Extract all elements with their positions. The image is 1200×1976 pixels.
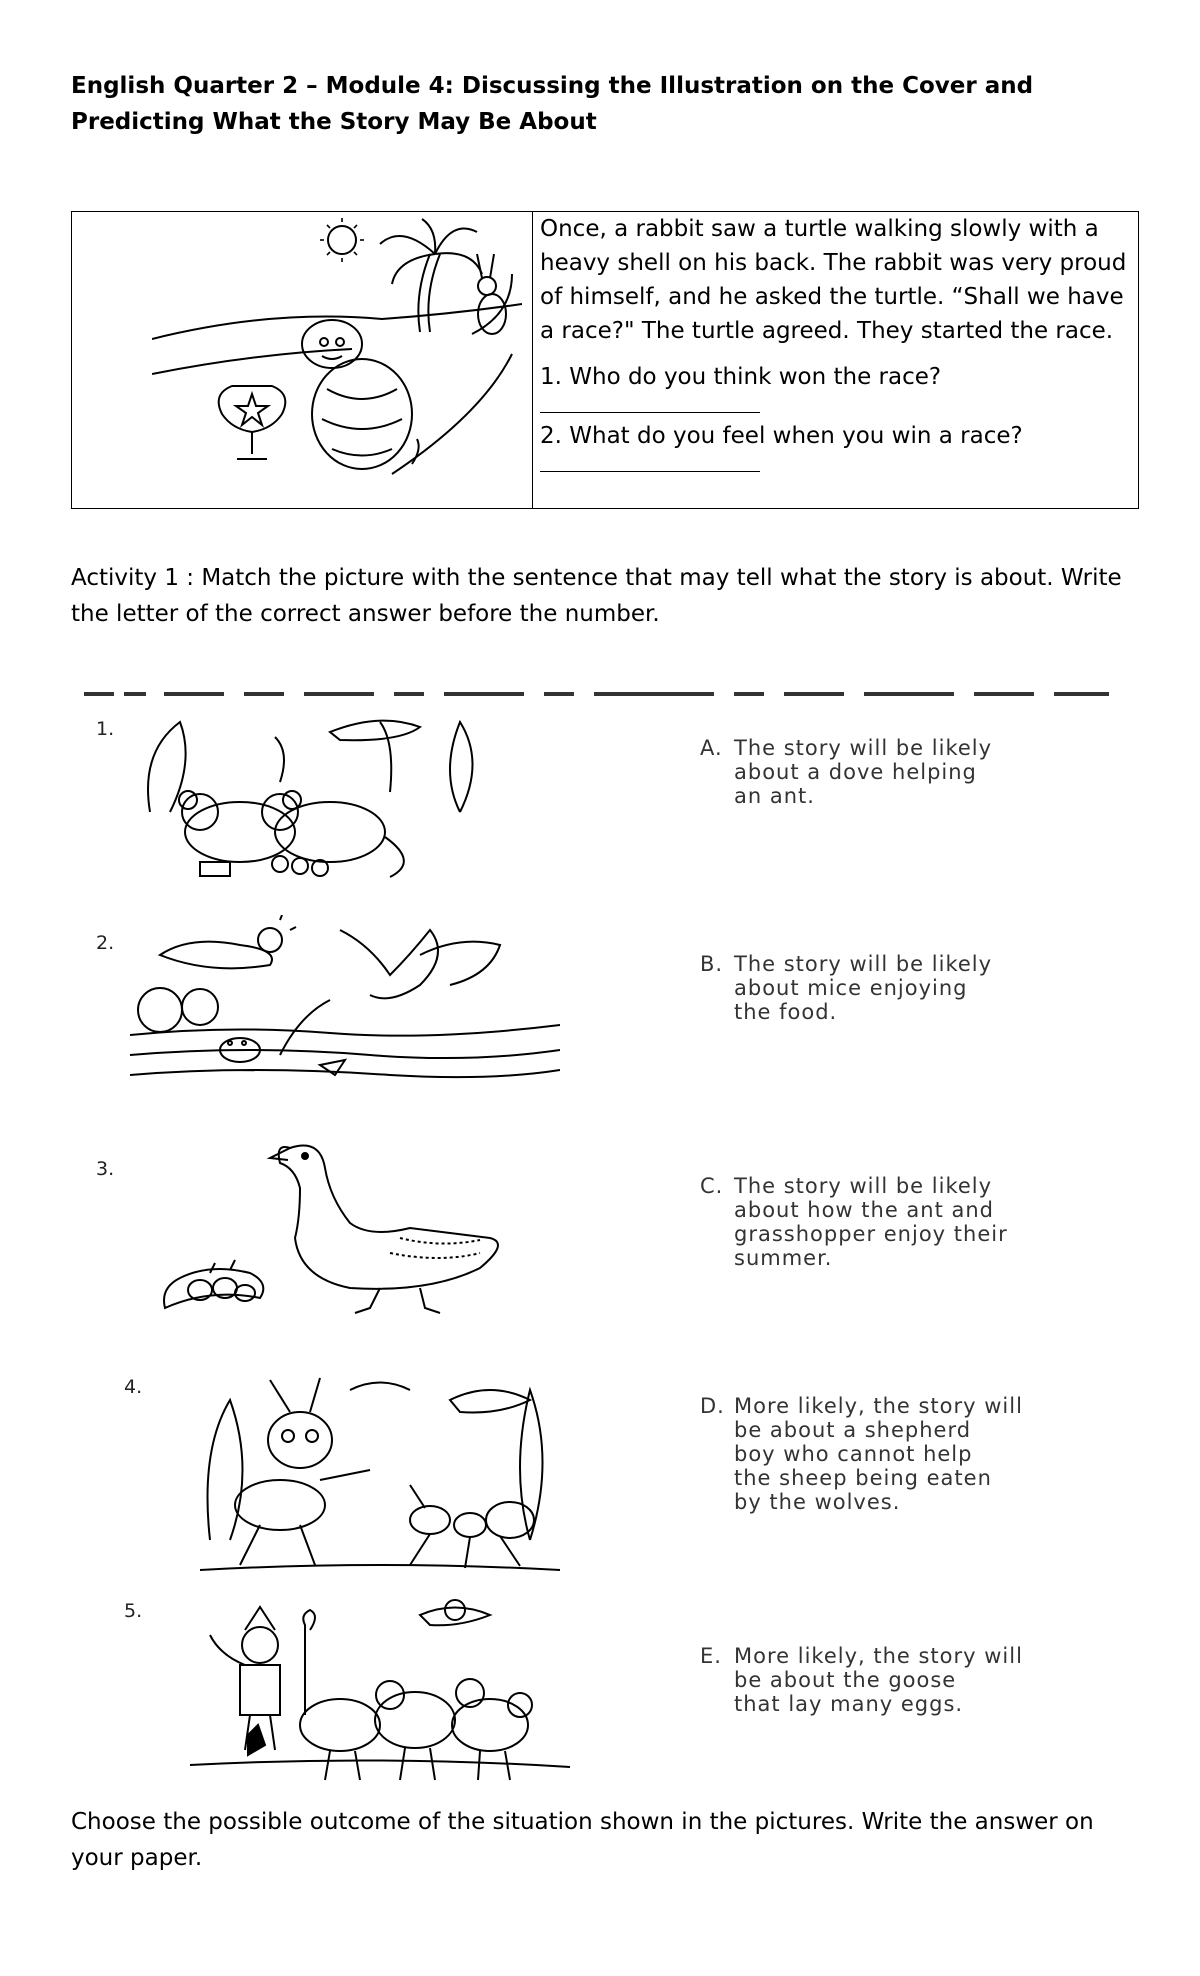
turtle-rabbit-race-illustration xyxy=(152,214,522,504)
choice-letter: D. xyxy=(700,1394,725,1418)
item-number-5: 5. xyxy=(124,1600,143,1622)
story-text xyxy=(540,212,1132,478)
choice-letter: E. xyxy=(700,1644,722,1668)
question-2: 2. What do you feel when you win a race? xyxy=(540,423,1023,449)
item-number-2: 2. xyxy=(96,932,115,954)
story-passage: Once, a rabbit saw a turtle walking slowly with a heavy shell on his back. The rabbit was very proud of himself, and he asked the turtle. “Shall we have a race?" The turtle agreed. They started the race. xyxy=(540,216,1127,344)
story-table xyxy=(71,211,1139,509)
answer-blank-2[interactable] xyxy=(540,453,760,472)
outcome-instructions: Choose the possible outcome of the situation shown in the pictures. Write the answer on your paper. xyxy=(71,1809,1094,1871)
dove-and-ant-picture xyxy=(130,915,560,1085)
choice-a xyxy=(700,736,992,808)
shepherd-boy-and-sheep-picture xyxy=(190,1595,570,1795)
choice-text: The story will be likely about mice enjoying the food. xyxy=(734,952,993,1024)
choice-letter: C. xyxy=(700,1174,724,1198)
choice-d xyxy=(700,1394,1023,1514)
page-title: English Quarter 2 – Module 4: Discussing the Illustration on the Cover and Predicting What the Story May Be About xyxy=(71,73,1034,135)
choice-c xyxy=(700,1174,1008,1270)
choice-letter: B. xyxy=(700,952,724,976)
table-divider xyxy=(532,212,533,508)
question-1: 1. Who do you think won the race? xyxy=(540,364,942,390)
mice-eating-food-picture xyxy=(140,712,500,892)
item-number-3: 3. xyxy=(96,1158,115,1180)
choice-text: The story will be likely about a dove helping an ant. xyxy=(734,736,993,808)
choice-text: More likely, the story will be about the goose that lay many eggs. xyxy=(734,1644,1023,1716)
item-number-4: 4. xyxy=(124,1376,143,1398)
item-number-1: 1. xyxy=(96,718,115,740)
choice-text: The story will be likely about how the ant and grasshopper enjoy their summer. xyxy=(734,1174,1008,1270)
choice-e xyxy=(700,1644,1023,1716)
choice-letter: A. xyxy=(700,736,723,760)
choice-b xyxy=(700,952,992,1024)
activity-instructions: Activity 1 : Match the picture with the sentence that may tell what the story is about. Write the letter of the correct answer before the number. xyxy=(71,565,1122,627)
cropped-text-line xyxy=(84,688,1114,702)
goose-with-eggs-picture xyxy=(150,1128,540,1318)
grasshopper-and-ant-picture xyxy=(200,1370,560,1580)
choice-text: More likely, the story will be about a shepherd boy who cannot help the sheep being eaten by the wolves. xyxy=(734,1394,1023,1514)
answer-blank-1[interactable] xyxy=(540,394,760,413)
